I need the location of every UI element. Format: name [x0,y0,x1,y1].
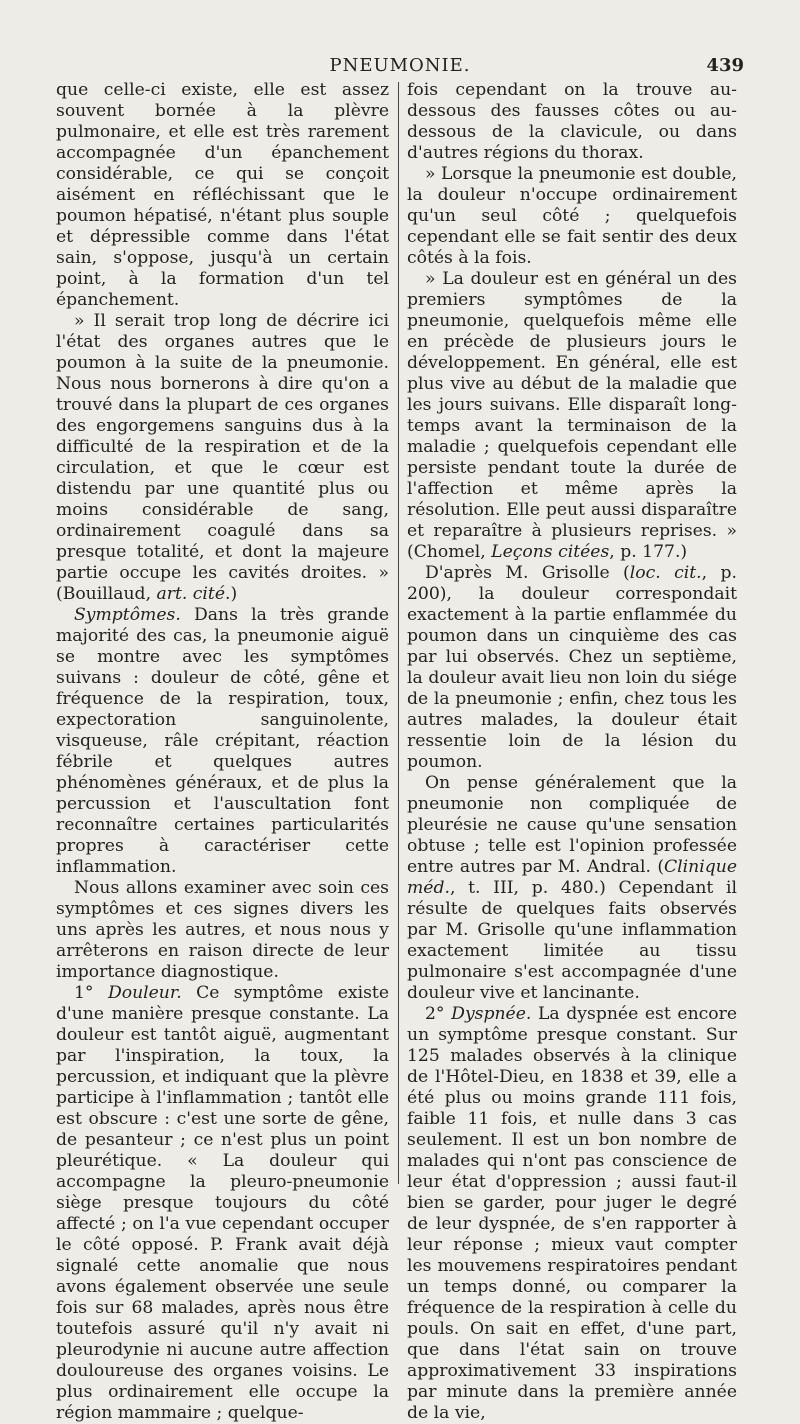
section-heading: Symptômes. [74,605,181,625]
paragraph [407,773,737,1004]
paragraph: » Lorsque la pneumonie est double, la douleur n'occupe ordinairement qu'un seul côté ; quelquefois cependant elle se fait sentir des deux côtés à la fois. [407,164,737,268]
left-column [56,80,389,1424]
citation: loc. cit. [629,563,702,583]
citation: Leçons citées [491,542,610,562]
paragraph [407,563,737,773]
paragraph-text: La dyspnée est encore un symptôme presque constant. Sur 125 malades observés à la clinique de l'Hôtel-Dieu, en 1838 et 39, elle a été plus ou moins grande 111 fois, faible 11 fois, et nulle dans 3 cas seulement. Il est un bon nombre de malades qui n'ont pas conscience de leur état d'oppression ; aussi faut-il bien se garder, pour juger le degré de leur dyspnée, de s'en rapporter à leur réponse ; mieux vaut compter les mouvemens respiratoires pendant un temps donné, ou comparer la fréquence de la respiration à celle du pouls. On sait en effet, d'une part, que dans l'état sain on trouve approximativement 33 inspirations par minute dans la première année de la vie, [407,1004,738,1423]
paragraph-text: On pense généralement que la pneumonie non compliquée de pleurésie ne cause qu'une sensation obtuse ; telle est l'opinion professée entre autres par M. Andral. ( [407,773,737,877]
running-title: PNEUMONIE. [329,55,471,76]
paragraph-text: Dans la très grande majorité des cas, la pneumonie aiguë se montre avec les symptômes suivans : douleur de côté, gêne et fréquence de la respiration, toux, expectoration sanguinolente, visqueuse, râle crépitant, réaction fébrile et quelques autres phénomènes généraux, et de plus la percussion et l'auscultation font reconnaître certaines particularités propres à caractériser cette inflammation. [56,605,389,877]
section-number: 2° [425,1004,452,1024]
paragraph [56,311,389,605]
paragraph-text: D'après M. Grisolle ( [425,563,630,583]
paragraph-text: .) [225,584,238,604]
paragraph-text: » Il serait trop long de décrire ici l'état des organes autres que le poumon à la suite de la pneumonie. Nous nous bornerons à dire qu'on a trouvé dans la plupart de ces organes des engorgemens sanguins dus à la difficulté de la respiration et de la circulation, et que le cœur est distendu par une quantité plus ou moins considérable de sang, ordinairement coagulé dans sa presque totalité, et dont la majeure partie occupe les cavités droites. » (Bouillaud, [56,311,389,604]
paragraph [407,1004,737,1424]
page-number: 439 [706,55,744,76]
paragraph-text: Ce symptôme existe d'une manière presque constante. La douleur est tantôt aiguë, augmentant par l'inspiration, la toux, la percussion, et indiquant que la plèvre participe à l'inflammation ; tantôt elle est obscure : c'est une sorte de gêne, de pesanteur ; ce n'est plus un point pleurétique. « La douleur qui accompagne la pleuro-pneumonie siège presque toujours du côté affecté ; on l'a vue cependant occuper le côté opposé. P. Frank avait déjà signalé cette anomalie que nous avons également observée une seule fois sur 68 malades, après nous être toutefois assuré qu'il n'y avait ni pleurodynie ni aucune autre affection douloureuse des organes voisins. Le plus ordinairement elle occupe la région mammaire ; quelque- [56,983,390,1423]
paragraph-text: » La douleur est en général un des premiers symptômes de la pneumonie, quelquefois même elle en précède de plusieurs jours le développement. En général, elle est plus vive au début de la maladie que les jours suivans. Elle disparaît long-temps avant la terminaison de la maladie ; quelquefois cependant elle persiste pendant toute la durée de l'affection et même après la résolution. Elle peut aussi disparaître et reparaître à plusieurs reprises. » (Chomel, [407,269,737,562]
citation: art. cité [156,584,225,604]
section-heading: Dyspnée. [451,1004,532,1024]
paragraph: fois cependant on la trouve au-dessous des fausses côtes ou au-dessous de la clavicule, ou dans d'autres régions du thorax. [407,80,737,163]
paragraph [407,269,737,563]
page-header [0,55,800,79]
paragraph [56,983,389,1424]
paragraph-text: , t. III, p. 480.) Cependant il résulte de quelques faits observés par M. Grisolle qu'une inflammation exactement limitée au tissu pulmonaire s'est accompagnée d'une douleur vive et lancinante. [407,878,737,1003]
citation: Clinique méd. [407,857,737,898]
paragraph-text: , p. 200), la douleur correspondait exactement à la partie enflammée du poumon dans un cinquième des cas par lui observés. Chez un septième, la douleur avait lieu non loin du siége de la pneumonie ; enfin, chez tous les autres malades, la douleur était ressentie loin de la lésion du poumon. [407,563,737,772]
paragraph [56,605,389,878]
column-divider [398,82,399,1184]
section-number: 1° [74,983,108,1003]
section-heading: Douleur. [107,983,182,1003]
right-column [407,80,737,1424]
paragraph-text: , p. 177.) [609,542,688,562]
paragraph: Nous allons examiner avec soin ces symptômes et ces signes divers les uns après les autres, et nous nous y arrêterons en raison directe de leur importance diagnostique. [56,878,389,982]
paragraph: que celle-ci existe, elle est assez souvent bornée à la plèvre pulmonaire, et elle est très rarement accompagnée d'un épanchement considérable, ce qui se conçoit aisément en réfléchissant que le poumon hépatisé, n'étant plus souple et dépressible comme dans l'état sain, s'oppose, jusqu'à un certain point, à la formation d'un tel épanchement. [56,80,389,310]
